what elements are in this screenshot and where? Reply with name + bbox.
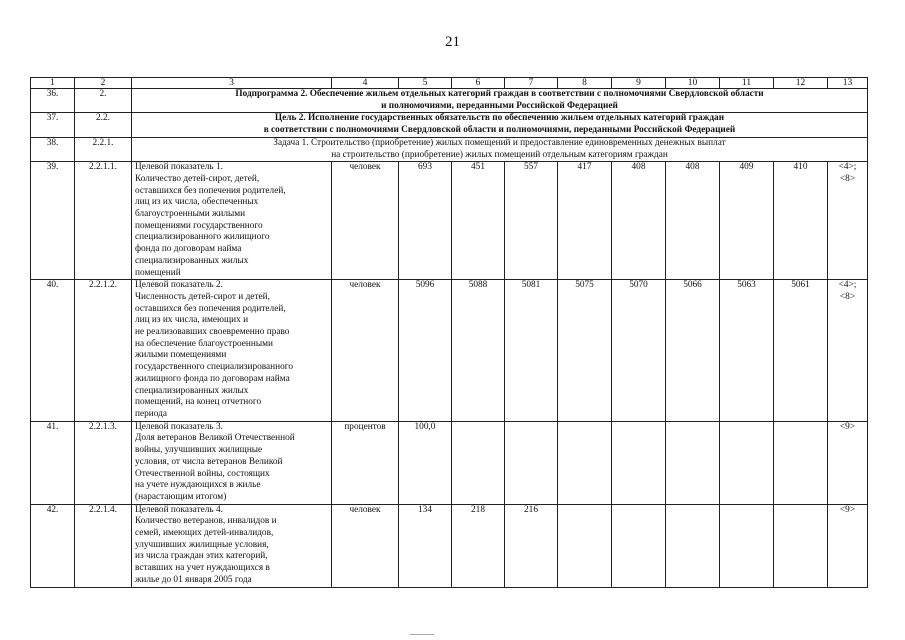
value-cell: 557	[505, 162, 558, 280]
row-code: 2.2.1.	[75, 137, 132, 161]
value-cell	[558, 421, 612, 504]
column-number: 3	[132, 78, 332, 89]
row-number: 41.	[31, 421, 75, 504]
value-cell	[505, 421, 558, 504]
column-number-row	[31, 78, 868, 89]
table-row	[31, 162, 868, 280]
value-cell: 5066	[666, 280, 720, 421]
indicator-description: Целевой показатель 2. Численность детей-сирот и детей, оставшихся без попечения родителей, лиц из их числа, имеющих и не реализовавших своевременно право на обеспечение благоустроенными жилыми помещениями государственного специализированного жилищного фонда по договорам найма специализированных жилых помещений, на конец отчетного периода	[132, 280, 332, 421]
value-cell	[774, 421, 828, 504]
row-number: 39.	[31, 162, 75, 280]
indicator-description: Целевой показатель 3. Доля ветеранов Великой Отечественной войны, улучшивших жилищные условия, от числа ветеранов Великой Отечественной войны, состоящих на учете нуждающихся в жилье (нарастающим итогом)	[132, 421, 332, 504]
column-number: 4	[332, 78, 399, 89]
unit-cell: человек	[332, 504, 399, 587]
row-number: 40.	[31, 280, 75, 421]
notes-cell: <9>	[828, 504, 868, 587]
value-cell: 5075	[558, 280, 612, 421]
row-code: 2.2.1.1.	[75, 162, 132, 280]
value-cell: 408	[612, 162, 666, 280]
section-title: Задача 1. Строительство (приобретение) жилых помещений и предоставление единовременных денежных выплат на строительство (приобретение) жилых помещений отдельным категориям граждан	[132, 137, 868, 161]
value-cell	[720, 421, 774, 504]
column-number: 6	[452, 78, 505, 89]
section-row-subprogram	[31, 89, 868, 113]
indicators-table	[30, 77, 868, 588]
column-number: 5	[399, 78, 452, 89]
value-cell: 5088	[452, 280, 505, 421]
value-cell: 5096	[399, 280, 452, 421]
row-code: 2.2.	[75, 113, 132, 137]
section-title: Цель 2. Исполнение государственных обязательств по обеспечению жильем отдельных категорий граждан в соответствии с полномочиями Свердловской области и полномочиями, переданными Российской Федерацией	[132, 113, 868, 137]
section-title: Подпрограмма 2. Обеспечение жильем отдельных категорий граждан в соответствии с полномочиями Свердловской области и полномочиями, переданными Российской Федерацией	[132, 89, 868, 113]
row-code: 2.2.1.2.	[75, 280, 132, 421]
value-cell	[774, 504, 828, 587]
value-cell	[612, 421, 666, 504]
row-number: 37.	[31, 113, 75, 137]
row-code: 2.2.1.4.	[75, 504, 132, 587]
page-number: 21	[445, 34, 460, 50]
value-cell: 5081	[505, 280, 558, 421]
unit-cell: человек	[332, 162, 399, 280]
row-code: 2.	[75, 89, 132, 113]
section-row-goal	[31, 113, 868, 137]
value-cell	[612, 504, 666, 587]
value-cell: 409	[720, 162, 774, 280]
column-number: 9	[612, 78, 666, 89]
value-cell: 5061	[774, 280, 828, 421]
value-cell	[666, 504, 720, 587]
row-number: 42.	[31, 504, 75, 587]
value-cell: 100,0	[399, 421, 452, 504]
value-cell: 216	[505, 504, 558, 587]
value-cell: 5063	[720, 280, 774, 421]
notes-cell: <4>; <8>	[828, 280, 868, 421]
value-cell	[666, 421, 720, 504]
value-cell: 693	[399, 162, 452, 280]
column-number: 7	[505, 78, 558, 89]
row-number: 38.	[31, 137, 75, 161]
value-cell	[720, 504, 774, 587]
value-cell: 408	[666, 162, 720, 280]
value-cell: 5070	[612, 280, 666, 421]
table-row	[31, 504, 868, 587]
scan-artifact	[410, 634, 434, 635]
column-number: 13	[828, 78, 868, 89]
notes-cell: <9>	[828, 421, 868, 504]
row-number: 36.	[31, 89, 75, 113]
column-number: 10	[666, 78, 720, 89]
column-number: 11	[720, 78, 774, 89]
column-number: 1	[31, 78, 75, 89]
row-code: 2.2.1.3.	[75, 421, 132, 504]
notes-cell: <4>; <8>	[828, 162, 868, 280]
value-cell: 218	[452, 504, 505, 587]
column-number: 12	[774, 78, 828, 89]
value-cell: 451	[452, 162, 505, 280]
table-row	[31, 421, 868, 504]
column-number: 2	[75, 78, 132, 89]
indicator-description: Целевой показатель 4. Количество ветеранов, инвалидов и семей, имеющих детей-инвалидов, улучшивших жилищные условия, из числа граждан этих категорий, вставших на учет нуждающихся в жилье до 01 января 2005 года	[132, 504, 332, 587]
value-cell	[558, 504, 612, 587]
value-cell: 417	[558, 162, 612, 280]
value-cell: 410	[774, 162, 828, 280]
value-cell	[452, 421, 505, 504]
unit-cell: человек	[332, 280, 399, 421]
section-row-task	[31, 137, 868, 161]
indicator-description: Целевой показатель 1. Количество детей-сирот, детей, оставшихся без попечения родителей, лиц из их числа, обеспеченных благоустроенными жилыми помещениями государственного специализированного жилищного фонда по договорам найма специализированных жилых помещений	[132, 162, 332, 280]
column-number: 8	[558, 78, 612, 89]
value-cell: 134	[399, 504, 452, 587]
unit-cell: процентов	[332, 421, 399, 504]
table-row	[31, 280, 868, 421]
